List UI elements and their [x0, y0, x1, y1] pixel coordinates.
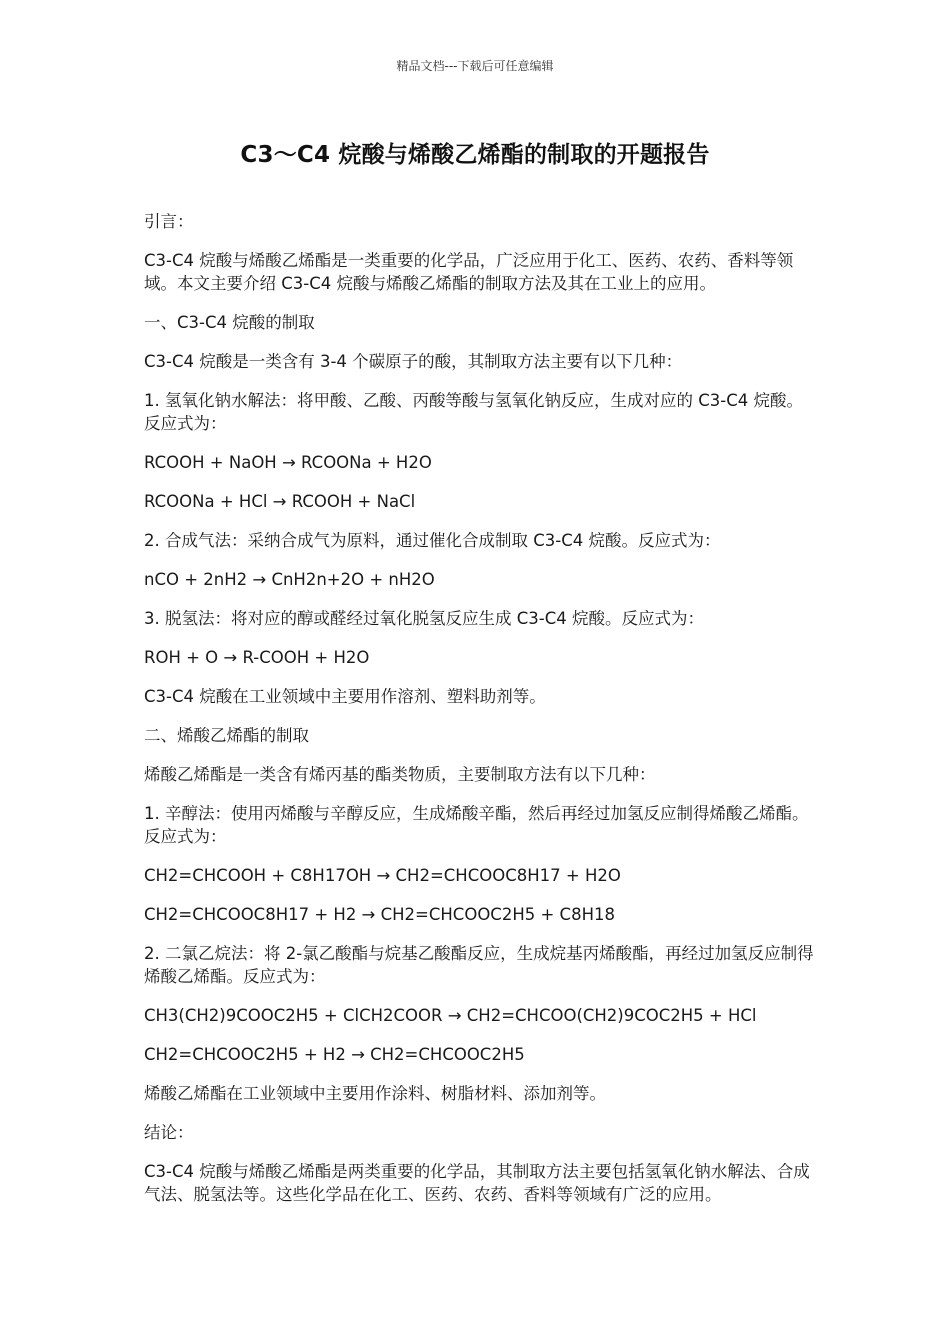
method-3-paragraph: 3. 脱氢法：将对应的醇或醛经过氧化脱氢反应生成 C3-C4 烷酸。反应式为： — [144, 609, 704, 628]
equation: CH2=CHCOOH + C8H17OH → CH2=CHCOOC8H17 + H2O — [144, 866, 621, 885]
section-heading-2: 二、烯酸乙烯酯的制取 — [144, 726, 309, 745]
section-2-intro: 烯酸乙烯酯是一类含有烯丙基的酯类物质，主要制取方法有以下几种： — [144, 765, 656, 784]
section-1-intro: C3-C4 烷酸是一类含有 3-4 个碳原子的酸，其制取方法主要有以下几种： — [144, 352, 683, 371]
header-note: 精品文档---下载后可任意编辑 — [396, 59, 554, 73]
method-2-paragraph: 2. 合成气法：采纳合成气为原料，通过催化合成制取 C3-C4 烷酸。反应式为： — [144, 531, 721, 550]
document-body — [144, 210, 814, 1222]
equation: RCOOH + NaOH → RCOONa + H2O — [144, 453, 432, 472]
method-1-paragraph: 1. 氢氧化钠水解法：将甲酸、乙酸、丙酸等酸与氢氧化钠反应，生成对应的 C3-C4 烷酸。反应式为： — [144, 391, 803, 433]
section-1-usage: C3-C4 烷酸在工业领域中主要用作溶剂、塑料助剂等。 — [144, 687, 546, 706]
method-1-paragraph: 1. 辛醇法：使用丙烯酸与辛醇反应，生成烯酸辛酯，然后再经过加氢反应制得烯酸乙烯酯。反应式为： — [144, 804, 809, 846]
method-2-paragraph: 2. 二氯乙烷法：将 2-氯乙酸酯与烷基乙酸酯反应，生成烷基丙烯酸酯，再经过加氢反应制得烯酸乙烯酯。反应式为： — [144, 944, 814, 986]
intro-paragraph: C3-C4 烷酸与烯酸乙烯酯是一类重要的化学品，广泛应用于化工、医药、农药、香料等领域。本文主要介绍 C3-C4 烷酸与烯酸乙烯酯的制取方法及其在工业上的应用。 — [144, 251, 794, 293]
section-heading-1: 一、C3-C4 烷酸的制取 — [144, 313, 315, 332]
document-title: C3～C4 烷酸与烯酸乙烯酯的制取的开题报告 — [240, 142, 710, 168]
conclusion-heading: 结论： — [144, 1123, 194, 1142]
conclusion-paragraph: C3-C4 烷酸与烯酸乙烯酯是两类重要的化学品，其制取方法主要包括氢氧化钠水解法、合成气法、脱氢法等。这些化学品在化工、医药、农药、香料等领域有广泛的应用。 — [144, 1162, 810, 1204]
equation: nCO + 2nH2 → CnH2n+2O + nH2O — [144, 570, 435, 589]
equation: ROH + O → R-COOH + H2O — [144, 648, 370, 667]
section-2-usage: 烯酸乙烯酯在工业领域中主要用作涂料、树脂材料、添加剂等。 — [144, 1084, 606, 1103]
equation: CH2=CHCOOC2H5 + H2 → CH2=CHCOOC2H5 — [144, 1045, 525, 1064]
equation: RCOONa + HCl → RCOOH + NaCl — [144, 492, 416, 511]
intro-heading: 引言： — [144, 212, 194, 231]
equation: CH3(CH2)9COOC2H5 + ClCH2COOR → CH2=CHCOO(CH2)9COC2H5 + HCl — [144, 1006, 757, 1025]
equation: CH2=CHCOOC8H17 + H2 → CH2=CHCOOC2H5 + C8H18 — [144, 905, 615, 924]
